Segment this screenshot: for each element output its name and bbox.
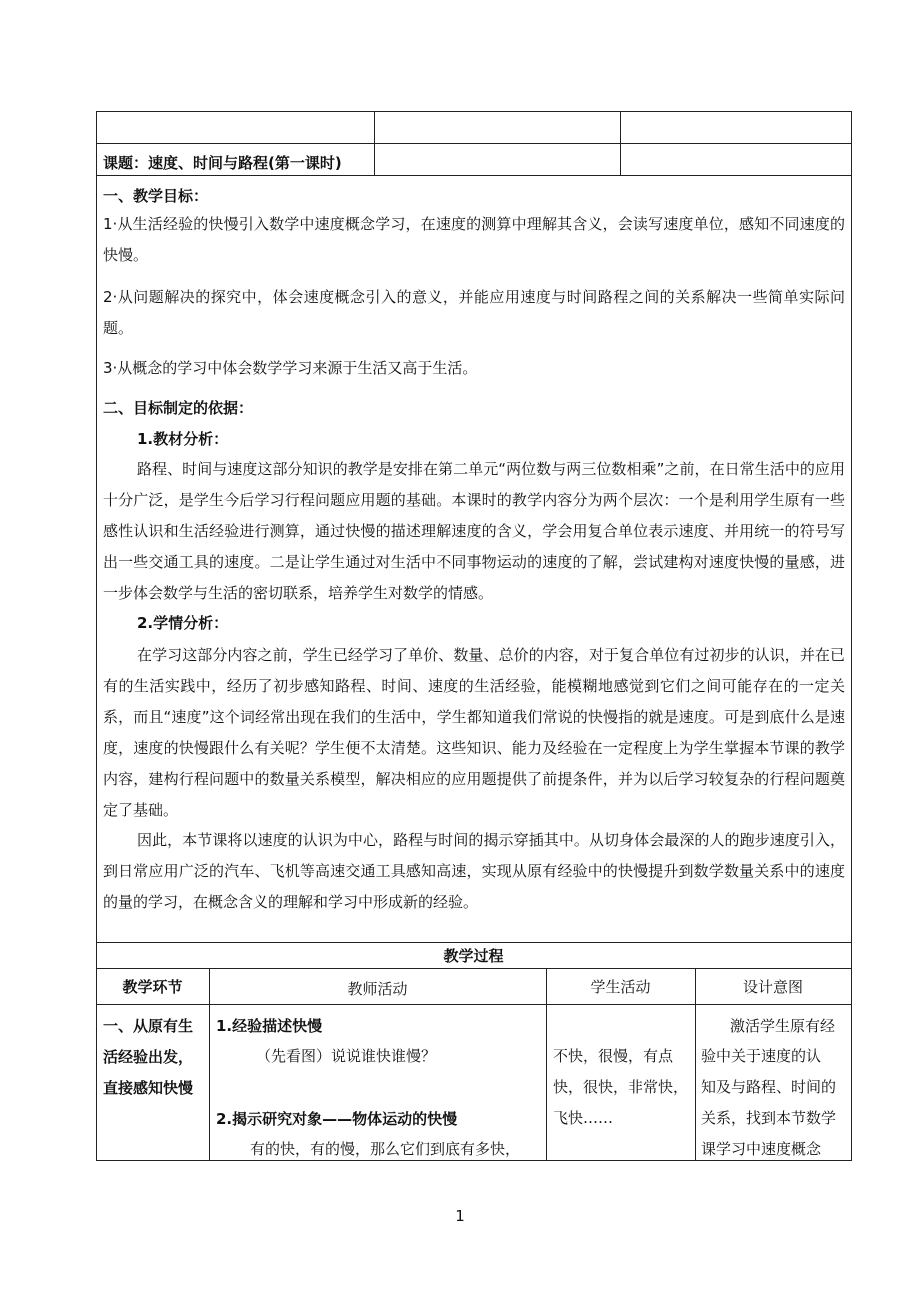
table-border: [851, 111, 852, 1161]
column-header-stage: 教学环节: [122, 978, 183, 996]
lesson-title: 课题：速度、时间与路程(第一课时): [103, 154, 342, 172]
textbook-analysis-heading: 1.教材分析：: [137, 430, 229, 448]
textbook-analysis-text: 路程、时间与速度这部分知识的教学是安排在第二单元“两位数与两三位数相乘”之前，在日常生活中的应用十分广泛，是学生今后学习行程问题应用题的基础。本课时的教学内容分为两个层次：一个是利用学生原有一些感性认识和生活经验进行测算，通过快慢的描述理解速度的含义，学会用复合单位表示速度、并用统一的符号写出一些交通工具的速度。二是让学生通过对生活中不同事物运动的速度的了解，尝试建构对速度快慢的量感，进一步体会数学与生活的密切联系，培养学生对数学的情感。: [103, 460, 845, 602]
teacher-step-2: 2.揭示研究对象——物体运动的快慢: [216, 1110, 458, 1128]
stage-line-2: 活经验出发，: [103, 1048, 194, 1066]
basis-heading: 二、目标制定的依据：: [103, 399, 254, 417]
teacher-step-1-text: （先看图）说说谁快谁慢？: [256, 1047, 437, 1065]
goal-item-3: 3·从概念的学习中体会数学学习来源于生活又高于生活。: [103, 359, 478, 377]
teacher-step-2-text: 有的快，有的慢，那么它们到底有多快，: [250, 1140, 521, 1158]
stage-line-3: 直接感知快慢: [103, 1079, 194, 1097]
conclusion-text: 因此，本节课将以速度的认识为中心，路程与时间的揭示穿插其中。从切身体会最深的人的跑步速度引入，到日常应用广泛的汽车、飞机等高速交通工具感知高速，实现从原有经验中的快慢提升到数学数量关系中的速度的量的学习，在概念含义的理解和学习中形成新的经验。: [103, 831, 845, 911]
column-header-student: 学生活动: [590, 978, 651, 996]
intent-line-5: 课学习中速度概念: [701, 1140, 822, 1158]
intent-line-2: 验中关于速度的认: [701, 1047, 822, 1065]
table-border: [374, 111, 375, 175]
table-border: [96, 175, 851, 176]
column-header-intent: 设计意图: [742, 978, 803, 996]
table-border: [96, 942, 851, 943]
goal-item-1: 1·从生活经验的快慢引入数学中速度概念学习，在速度的测算中理解其含义，会读写速度单位，感知不同速度的快慢。: [103, 215, 845, 264]
student-analysis-heading: 2.学情分析：: [137, 614, 229, 632]
page-number: 1: [455, 1207, 465, 1225]
stage-line-1: 一、从原有生: [103, 1017, 194, 1035]
student-line-2: 快，很快，非常快，: [553, 1078, 689, 1096]
process-title: 教学过程: [443, 947, 504, 965]
goals-heading: 一、教学目标：: [103, 187, 209, 205]
intent-line-3: 知及与路程、时间的: [701, 1078, 837, 1096]
teacher-step-1: 1.经验描述快慢: [216, 1017, 323, 1035]
intent-line-4: 关系，找到本节数学: [701, 1109, 837, 1127]
goal-item-2: 2·从问题解决的探究中，体会速度概念引入的意义，并能应用速度与时间路程之间的关系解决一些简单实际问题。: [103, 288, 845, 337]
student-analysis-text: 在学习这部分内容之前，学生已经学习了单价、数量、总价的内容，对于复合单位有过初步的认识，并在已有的生活实践中，经历了初步感知路程、时间、速度的生活经验，能模糊地感觉到它们之间可能存在的一定关系，而且“速度”这个词经常出现在我们的生活中，学生都知道我们常说的快慢指的就是速度。可是到底什么是速度，速度的快慢跟什么有关呢？学生便不太清楚。这些知识、能力及经验在一定程度上为学生掌握本节课的教学内容，建构行程问题中的数量关系模型，解决相应的应用题提供了前提条件，并为以后学习较复杂的行程问题奠定了基础。: [103, 646, 845, 819]
column-header-teacher: 教师活动: [347, 980, 408, 998]
student-line-1: 不快，很慢，有点: [553, 1047, 674, 1065]
intent-line-1: 激活学生原有经: [730, 1017, 836, 1035]
table-border: [96, 143, 851, 144]
student-line-3: 飞快……: [553, 1109, 614, 1127]
table-border: [96, 111, 851, 112]
table-border: [96, 1160, 852, 1161]
table-border: [620, 111, 621, 175]
